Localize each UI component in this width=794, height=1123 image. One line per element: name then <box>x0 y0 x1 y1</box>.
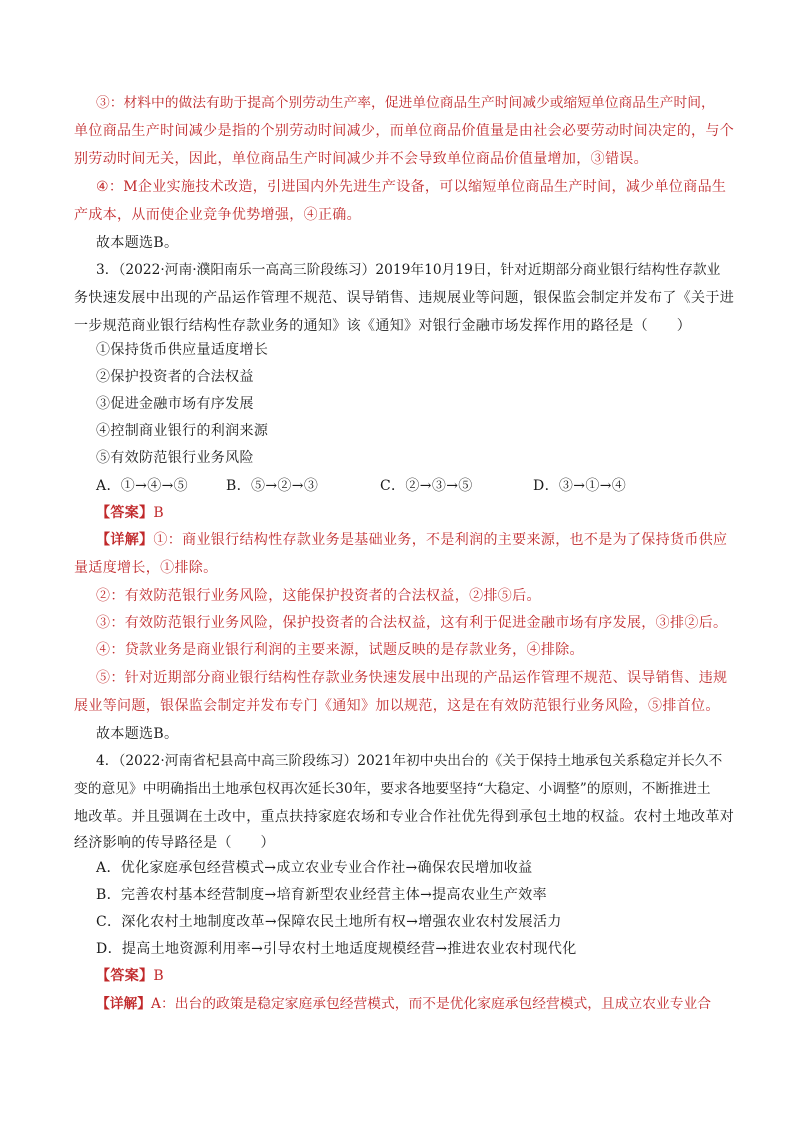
q3-stem-line3: 一步规范商业银行结构性存款业务的通知》该《通知》对银行金融市场发挥作用的路径是（ ） <box>74 318 692 334</box>
answer-tag: 【答案】 <box>96 505 154 521</box>
q3-detail-2: ②：有效防范银行业务风险，这能保护投资者的合法权益，②排⑤后。 <box>96 588 541 604</box>
detail-tag: 【详解】 <box>96 996 152 1012</box>
q3-stem-line2: 务快速发展中出现的产品运作管理不规范、误导销售、违规展业等问题，银保监会制定并发布了《关于进 <box>74 290 735 306</box>
q3-choice-b: B．⑤→②→③ <box>226 478 319 494</box>
q3-stem-line1: 3．（2022·河南·濮阳南乐一高高三阶段练习）2019年10月19日，针对近期部分商业银行结构性存款业 <box>96 262 721 278</box>
analysis-4-line1: ④：M企业实施技术改造，引进国内外先进生产设备，可以缩短单位商品生产时间，减少单位商品生 <box>96 179 727 195</box>
detail-text: A：出台的政策是稳定家庭承包经营模式，而不是优化家庭承包经营模式，且成立农业专业合 <box>151 996 711 1012</box>
q3-detail-1-line2: 量适度增长，①排除。 <box>74 560 218 576</box>
q3-option-4: ④控制商业银行的利润来源 <box>96 423 269 439</box>
q4-stem-line1: 4．（2022·河南省杞县高中高三阶段练习）2021年初中央出台的《关于保持土地承包关系稳定并长久不 <box>96 753 723 769</box>
analysis-4-line2: 产成本，从而使企业竞争优势增强，④正确。 <box>74 207 361 223</box>
detail-text: ①：商业银行结构性存款业务是基础业务，不是利润的主要来源，也不是为了保持货币供应 <box>153 532 728 548</box>
q3-detail-5-line1: ⑤：针对近期部分商业银行结构性存款业务快速发展中出现的产品运作管理不规范、误导销售、违规 <box>96 670 728 686</box>
analysis-3-line1: ③：材料中的做法有助于提高个别劳动生产率，促进单位商品生产时间减少或缩短单位商品生产时间， <box>96 95 715 111</box>
q4-choice-b: B．完善农村基本经营制度→培育新型农业经营主体→提高农业生产效率 <box>96 887 547 903</box>
q3-detail-1-line1 <box>96 530 727 550</box>
q3-option-3: ③促进金融市场有序发展 <box>96 396 254 412</box>
detail-tag: 【详解】 <box>96 532 154 548</box>
q3-conclusion: 故本题选B。 <box>96 726 179 742</box>
analysis-3-line3: 别劳动时间无关，因此，单位商品生产时间减少并不会导致单位商品价值量增加，③错误。 <box>74 151 648 167</box>
q4-stem-line2: 变的意见》中明确指出土地承包权再次延长30年，要求各地要坚持“大稳定、小调整”的原则，不断推进土 <box>74 781 711 797</box>
q4-choice-a: A．优化家庭承包经营模式→成立农业专业合作社→确保农民增加收益 <box>96 860 533 876</box>
q3-option-2: ②保护投资者的合法权益 <box>96 369 254 385</box>
q4-choice-c: C．深化农村土地制度改革→保障农民土地所有权→增强农业农村发展活力 <box>96 914 562 930</box>
answer-value: B <box>153 505 165 521</box>
q3-answer-line <box>96 503 164 523</box>
q4-detail-1 <box>96 994 711 1014</box>
q2-conclusion: 故本题选B。 <box>96 235 179 251</box>
q3-detail-5-line2: 展业等问题，银保监会制定并发布专门《通知》加以规范，这是在有效防范银行业务风险，⑤排首位。 <box>74 698 720 714</box>
q3-detail-4: ④：贷款业务是商业银行利润的主要来源，试题反映的是存款业务，④排除。 <box>96 642 584 658</box>
q4-answer-line <box>96 966 164 986</box>
q3-option-5: ⑤有效防范银行业务风险 <box>96 450 254 466</box>
answer-tag: 【答案】 <box>96 968 154 984</box>
q3-choice-d: D．③→①→④ <box>533 478 627 494</box>
q3-option-1: ①保持货币供应量适度增长 <box>96 342 269 358</box>
q3-choice-a: A．①→④→⑤ <box>96 478 189 494</box>
q3-detail-3: ③：有效防范银行业务风险，保护投资者的合法权益，这有利于促进金融市场有序发展，③排②后。 <box>96 615 728 631</box>
q4-stem-line3: 地改革。并且强调在土改中，重点扶持家庭农场和专业合作社优先得到承包土地的权益。农村土地改革对 <box>74 809 735 825</box>
q4-stem-line4: 经济影响的传导路径是（ ） <box>74 835 275 851</box>
q3-choice-c: C．②→③→⑤ <box>380 478 473 494</box>
q4-choice-d: D．提高土地资源利用率→引导农村土地适度规模经营→推进农业农村现代化 <box>96 941 577 957</box>
analysis-3-line2: 单位商品生产时间减少是指的个别劳动时间减少，而单位商品价值量是由社会必要劳动时间决定的，与个 <box>74 123 735 139</box>
answer-value: B <box>153 968 165 984</box>
